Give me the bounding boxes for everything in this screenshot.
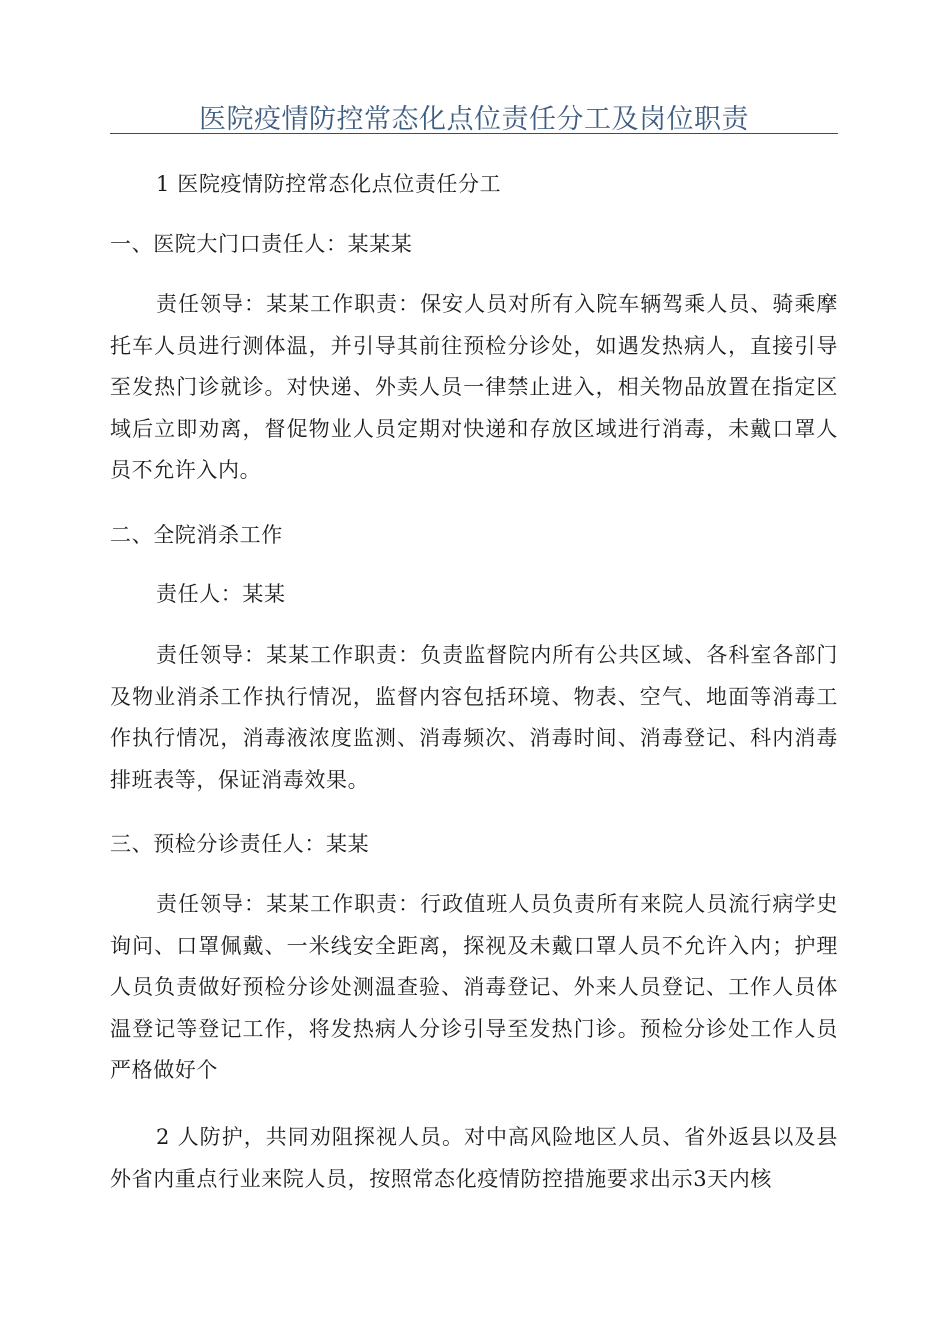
part2-responsible: 责任人：某某	[156, 582, 286, 606]
part3-continuation: 2 人防护，共同劝阻探视人员。对中高风险地区人员、省外返县以及县外省内重点行业来院人员，按照常态化疫情防控措施要求出示3天内核	[110, 1125, 838, 1191]
document-title: 医院疫情防控常态化点位责任分工及岗位职责	[199, 104, 749, 135]
section-heading: 1 医院疫情防控常态化点位责任分工	[156, 172, 502, 196]
part2-heading: 二、全院消杀工作	[110, 523, 283, 547]
part2-body: 责任领导：某某工作职责：负责监督院内所有公共区域、各科室各部门及物业消杀工作执行情况，监督内容包括环境、物表、空气、地面等消毒工作执行情况，消毒液浓度监测、消毒频次、消毒时间、消毒登记、科内消毒排班表等，保证消毒效果。	[110, 643, 838, 792]
title-underline	[110, 133, 838, 134]
part3-heading: 三、预检分诊责任人：某某	[110, 832, 370, 856]
part1-body: 责任领导：某某工作职责：保安人员对所有入院车辆驾乘人员、骑乘摩托车人员进行测体温，并引导其前往预检分诊处，如遇发热病人，直接引导至发热门诊就诊。对快递、外卖人员一律禁止进入，相关物品放置在指定区域后立即劝离，督促物业人员定期对快递和存放区域进行消毒，未戴口罩人员不允许入内。	[110, 292, 838, 482]
part3-body: 责任领导：某某工作职责：行政值班人员负责所有来院人员流行病学史询问、口罩佩戴、一米线安全距离，探视及未戴口罩人员不允许入内；护理人员负责做好预检分诊处测温查验、消毒登记、外来人员登记、工作人员体温登记等登记工作，将发热病人分诊引导至发热门诊。预检分诊处工作人员严格做好个	[110, 892, 838, 1082]
part1-heading: 一、医院大门口责任人：某某某	[110, 232, 413, 256]
